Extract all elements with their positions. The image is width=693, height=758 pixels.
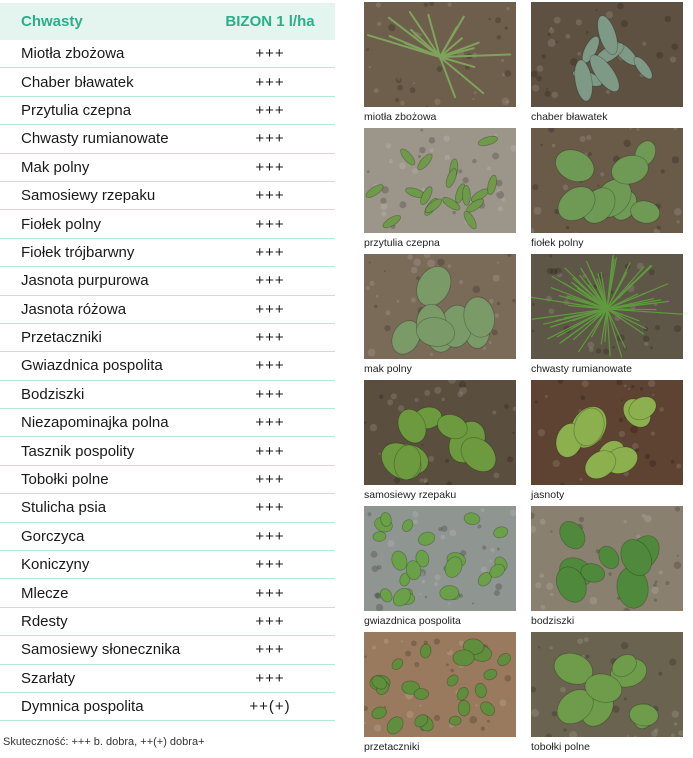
photo-caption: gwiazdnica pospolita <box>364 615 461 627</box>
efficacy-rating: +++ <box>255 187 285 205</box>
efficacy-rating: +++ <box>255 272 285 290</box>
table-body <box>0 40 335 721</box>
table-row <box>0 125 335 153</box>
weed-name: Gwiazdnica pospolita <box>21 357 163 375</box>
efficacy-rating: +++ <box>255 158 285 176</box>
weed-photo <box>531 254 683 359</box>
table-row <box>0 154 335 182</box>
weed-photo <box>364 128 516 233</box>
weed-name: Przetaczniki <box>21 329 102 347</box>
weed-name: Dymnica pospolita <box>21 698 144 716</box>
efficacy-rating: +++ <box>255 584 285 602</box>
table-row <box>0 693 335 721</box>
weed-name: Tasznik pospolity <box>21 442 135 460</box>
efficacy-rating: +++ <box>255 613 285 630</box>
weed-name: Samosiewy rzepaku <box>21 187 156 205</box>
table-row <box>0 324 335 352</box>
weed-photo <box>364 380 516 485</box>
weed-name: Przytulia czepna <box>21 101 132 119</box>
weed-name: Jasnota purpurowa <box>21 272 149 290</box>
photo-caption: tobołki polne <box>531 741 590 753</box>
photo-caption: jasnoty <box>531 489 565 501</box>
table-row <box>0 551 335 579</box>
weed-name: Koniczyny <box>21 556 90 574</box>
weed-name: Fiołek trójbarwny <box>21 243 135 261</box>
weed-name: Miotła zbożowa <box>21 45 125 63</box>
weed-photo <box>531 2 683 107</box>
weed-photo <box>531 380 683 485</box>
table-row <box>0 665 335 693</box>
table-row <box>0 68 335 96</box>
table-row <box>0 494 335 522</box>
table-row <box>0 40 335 68</box>
efficacy-rating: +++ <box>255 442 285 460</box>
efficacy-rating: +++ <box>255 357 285 375</box>
efficacy-rating: +++ <box>255 45 285 63</box>
weed-name: Chwasty rumianowate <box>21 130 169 148</box>
weed-name: Jasnota różowa <box>21 300 127 318</box>
table-row <box>0 437 335 465</box>
weed-efficacy-table <box>0 3 335 721</box>
table-row <box>0 381 335 409</box>
table-row <box>0 466 335 494</box>
weed-name: Stulicha psia <box>21 499 107 517</box>
efficacy-rating: +++ <box>255 101 285 119</box>
efficacy-rating: +++ <box>255 130 285 148</box>
table-row <box>0 239 335 267</box>
table-row <box>0 636 335 664</box>
weed-photo <box>364 506 516 611</box>
photo-caption: bodziszki <box>531 615 575 627</box>
weed-name: Szarłaty <box>21 669 76 687</box>
weed-photo <box>531 632 683 737</box>
table-row <box>0 296 335 324</box>
efficacy-footnote: Skuteczność: +++ b. dobra, ++(+) dobra+ <box>3 736 205 748</box>
efficacy-rating: +++ <box>255 385 285 403</box>
weed-name: Niezapominajka polna <box>21 414 169 432</box>
weed-photo <box>364 632 516 737</box>
efficacy-rating: +++ <box>255 527 285 545</box>
photo-caption: przytulia czepna <box>364 237 440 249</box>
weed-photo <box>531 506 683 611</box>
table-row <box>0 579 335 607</box>
weed-name: Gorczyca <box>21 527 85 545</box>
table-row <box>0 97 335 125</box>
efficacy-rating: +++ <box>255 414 285 432</box>
photo-caption: przetaczniki <box>364 741 420 753</box>
weed-name: Rdesty <box>21 613 68 630</box>
efficacy-rating: +++ <box>255 243 285 261</box>
efficacy-rating: +++ <box>255 300 285 318</box>
weed-name: Tobołki polne <box>21 471 109 489</box>
weed-name: Mak polny <box>21 158 90 176</box>
efficacy-rating: +++ <box>255 641 285 659</box>
weed-photo <box>531 128 683 233</box>
efficacy-rating: ++(+) <box>249 698 291 716</box>
weed-name: Samosiewy słonecznika <box>21 641 181 659</box>
photo-caption: chaber bławatek <box>531 111 608 123</box>
efficacy-rating: +++ <box>255 329 285 347</box>
efficacy-rating: +++ <box>255 215 285 233</box>
efficacy-rating: +++ <box>255 556 285 574</box>
weed-name: Bodziszki <box>21 385 85 403</box>
weed-photo <box>364 2 516 107</box>
table-row <box>0 352 335 380</box>
efficacy-rating: +++ <box>255 471 285 489</box>
header-weeds: Chwasty <box>21 13 83 30</box>
photo-caption: fiołek polny <box>531 237 584 249</box>
photo-caption: samosiewy rzepaku <box>364 489 457 501</box>
table-row <box>0 182 335 210</box>
photo-caption: chwasty rumianowate <box>531 363 632 375</box>
table-row <box>0 267 335 295</box>
weed-name: Chaber bławatek <box>21 73 134 91</box>
photo-caption: miotła zbożowa <box>364 111 437 123</box>
weed-photo <box>364 254 516 359</box>
photo-caption: mak polny <box>364 363 412 375</box>
table-row <box>0 608 335 636</box>
table-row <box>0 210 335 238</box>
table-row <box>0 523 335 551</box>
efficacy-rating: +++ <box>255 499 285 517</box>
header-product: BIZON 1 l/ha <box>225 13 315 30</box>
weed-name: Mlecze <box>21 584 69 602</box>
table-header <box>0 3 335 40</box>
efficacy-rating: +++ <box>255 73 285 91</box>
weed-name: Fiołek polny <box>21 215 102 233</box>
efficacy-rating: +++ <box>255 669 285 687</box>
table-row <box>0 409 335 437</box>
